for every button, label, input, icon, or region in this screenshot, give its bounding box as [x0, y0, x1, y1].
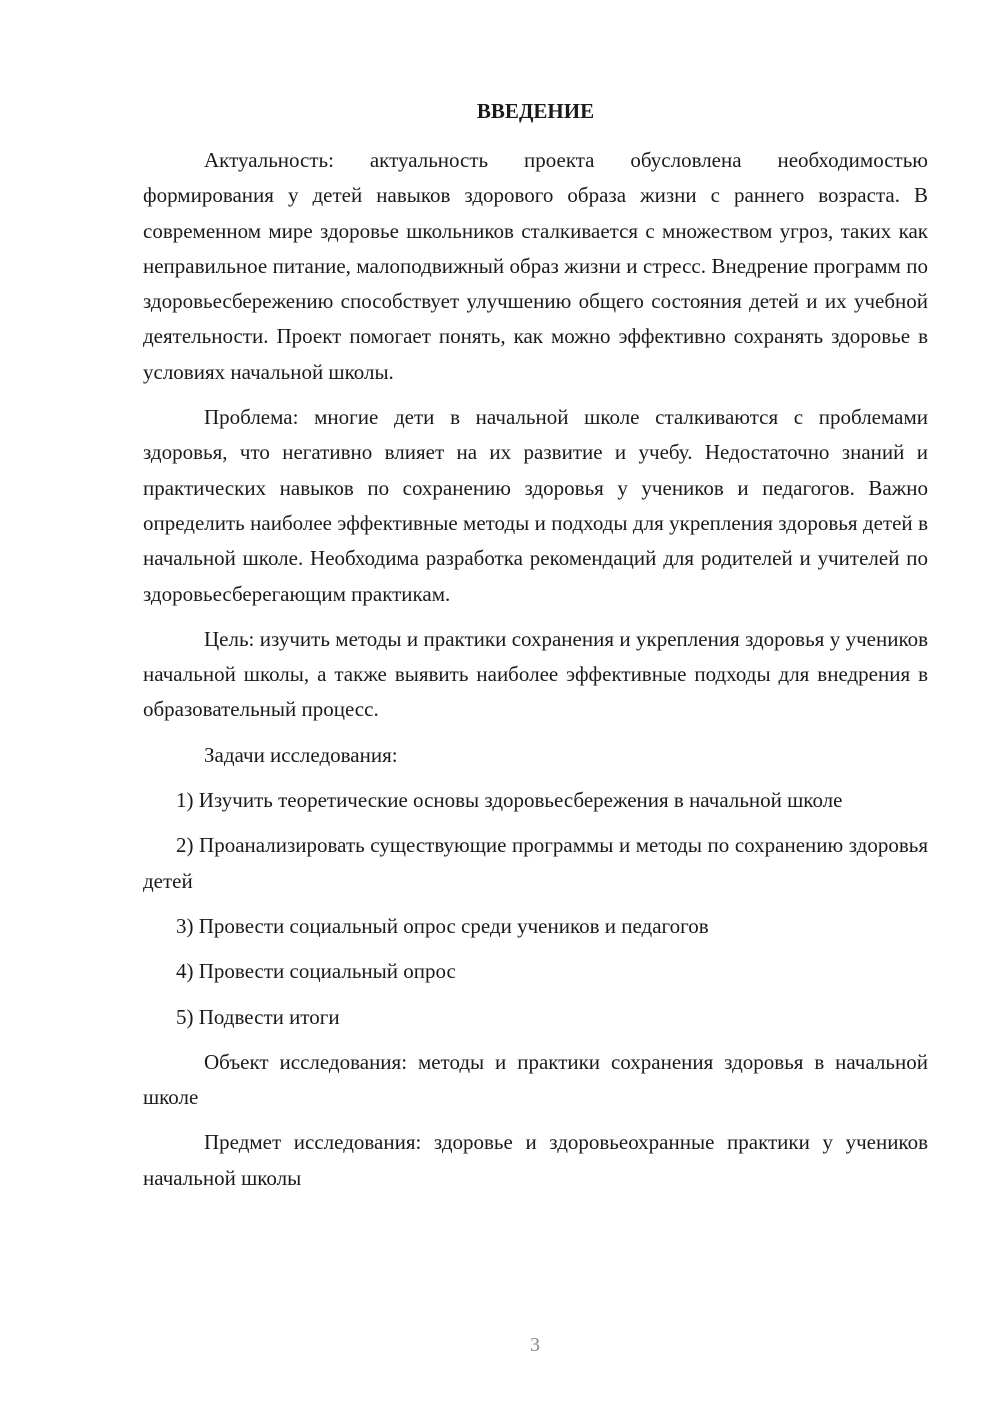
section-title: ВВЕДЕНИЕ: [476, 99, 595, 123]
page-number: 3: [530, 1334, 540, 1356]
subject-paragraph: Предмет исследования: здоровье и здоровьеохранные практики у учеников начальной школы: [143, 1130, 928, 1190]
tasks-heading: Задачи исследования:: [204, 742, 398, 767]
goal-paragraph: Цель: изучить методы и практики сохранения и укрепления здоровья у учеников начальной школы, а также выявить наиболее эффективные подходы для внедрения в образовательный процесс.: [143, 626, 928, 722]
relevance-paragraph: Актуальность: актуальность проекта обусловлена необходимостью формирования у детей навыков здорового образа жизни с раннего возраста. В современном мире здоровье школьников сталкивается с множеством угроз, таких как неправильное питание, малоподвижный образ жизни и стресс. Внедрение программ по здоровьесбережению способствует улучшению общего состояния детей и их учебной деятельности. Проект помогает понять, как можно эффективно сохранять здоровье в условиях начальной школы.: [143, 148, 928, 384]
task-item: 3) Провести социальный опрос среди учеников и педагогов: [176, 913, 709, 938]
problem-paragraph: Проблема: многие дети в начальной школе сталкиваются с проблемами здоровья, что негативно влияет на их развитие и учебу. Недостаточно знаний и практических навыков по сохранению здоровья у учеников и педагогов. Важно определить наиболее эффективные методы и подходы для укрепления здоровья детей в начальной школе. Необходима разработка рекомендаций для родителей и учителей по здоровьесберегающим практикам.: [143, 405, 928, 606]
task-item: 5) Подвести итоги: [176, 1004, 340, 1029]
task-item: 2) Проанализировать существующие программы и методы по сохранению здоровья детей: [143, 833, 928, 893]
object-paragraph: Объект исследования: методы и практики сохранения здоровья в начальной школе: [143, 1049, 928, 1110]
task-item: 1) Изучить теоретические основы здоровьесбережения в начальной школе: [176, 788, 843, 813]
task-item: 4) Провести социальный опрос: [176, 959, 456, 984]
page-body: [143, 96, 928, 1196]
